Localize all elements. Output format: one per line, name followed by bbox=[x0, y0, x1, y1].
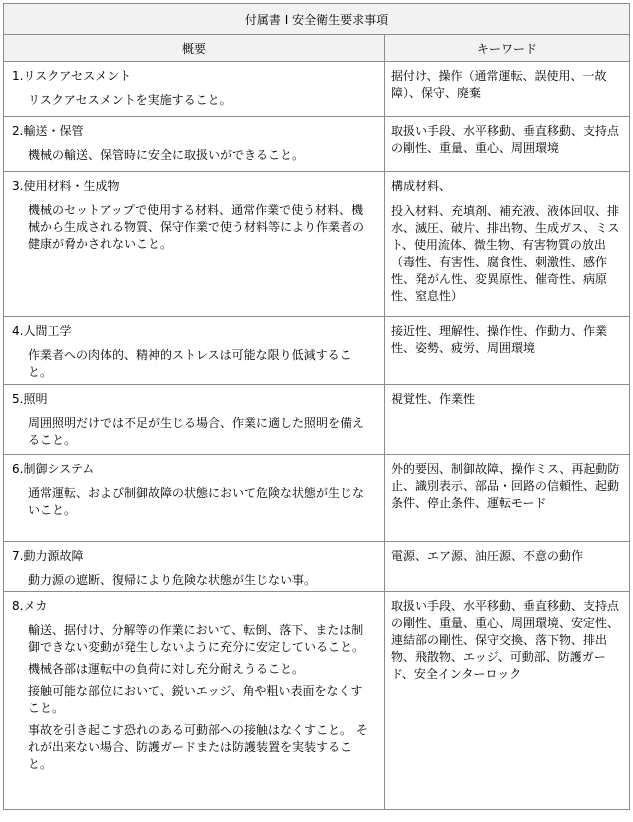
section-paragraph: 事故を引き起こす恐れのある可動部への接触はなくすこと。 それが出来ない場合、防護ガードまたは防護装置を実装すること。 bbox=[28, 723, 368, 771]
keywords-text: 外的要因、制御故障、操作ミス、再起動防止、識別表示、部品・回路の信頼性、起動条件、停止条件、運転モード bbox=[391, 462, 620, 510]
overview-cell bbox=[4, 172, 385, 317]
table-row bbox=[4, 455, 630, 542]
overview-cell bbox=[4, 542, 385, 592]
section-paragraph: 周囲照明だけでは不足が生じる場合、作業に適した照明を備えること。 bbox=[28, 416, 365, 447]
section-paragraph: リスクアセスメントを実施すること。 bbox=[28, 93, 232, 107]
section-paragraph: 動力源の遮断、復帰により危険な状態が生じない事。 bbox=[28, 573, 317, 587]
table-row bbox=[4, 117, 630, 172]
overview-cell bbox=[4, 385, 385, 455]
section-paragraph: 接触可能な部位において、鋭いエッジ、角や粗い表面をなくすこと。 bbox=[28, 684, 363, 715]
keywords-text: 投入材料、充填剤、補充液、液体回収、排水、滅圧、破片、排出物、生成ガス、ミスト、使用流体、微生物、有害物質の放出（毒性、有害性、腐食性、刺激性、感作性、発がん性、変異原性、催奇性、病原性、窒息性） bbox=[391, 204, 620, 303]
table-row bbox=[4, 592, 630, 810]
table-row bbox=[4, 542, 630, 592]
section-title: 1.リスクアセスメント bbox=[12, 69, 132, 83]
keywords-cell bbox=[385, 542, 630, 592]
keywords-cell bbox=[385, 62, 630, 117]
section-paragraph: 輸送、据付け、分解等の作業において、転倒、落下、または制御できない変動が発生しないように充分に安定していること。 bbox=[28, 623, 365, 654]
section-paragraph: 機械各部は運転中の負荷に対し充分耐えうること。 bbox=[28, 662, 305, 676]
table-row bbox=[4, 385, 630, 455]
keywords-text: 据付け、操作（通常運転、誤使用、一故障）、保守、廃棄 bbox=[391, 69, 607, 100]
table-row bbox=[4, 172, 630, 317]
overview-cell bbox=[4, 592, 385, 810]
section-paragraph: 機械の輸送、保管時に安全に取扱いができること。 bbox=[28, 148, 305, 162]
column-header-row bbox=[4, 35, 630, 62]
table-row bbox=[4, 62, 630, 117]
table-row bbox=[4, 317, 630, 385]
keywords-cell bbox=[385, 117, 630, 172]
section-title: 7.動力源故障 bbox=[12, 549, 84, 563]
section-title: 3.使用材料・生成物 bbox=[12, 179, 120, 193]
keywords-text: 取扱い手段、水平移動、垂直移動、支持点の剛性、重量、重心、周囲環境 bbox=[391, 124, 620, 155]
keywords-text: 構成材料、 bbox=[391, 179, 452, 193]
keywords-cell bbox=[385, 385, 630, 455]
table-title-row bbox=[4, 4, 630, 35]
section-title: 4.人間工学 bbox=[12, 324, 72, 338]
section-paragraph: 通常運転、および制御故障の状態において危険な状態が生じないこと。 bbox=[28, 486, 365, 517]
overview-cell bbox=[4, 455, 385, 542]
section-title: 5.照明 bbox=[12, 392, 48, 406]
overview-cell bbox=[4, 117, 385, 172]
keywords-text: 電源、エア源、油圧源、不意の動作 bbox=[391, 549, 584, 563]
keywords-text: 接近性、理解性、操作性、作動力、作業性、姿勢、疲労、周囲環境 bbox=[391, 324, 608, 355]
section-title: 2.輸送・保管 bbox=[12, 124, 84, 138]
keywords-cell bbox=[385, 317, 630, 385]
section-paragraph: 作業者への肉体的、精神的ストレスは可能な限り低減すること。 bbox=[28, 348, 352, 379]
keywords-text: 視覚性、作業性 bbox=[391, 392, 476, 406]
keywords-text: 取扱い手段、水平移動、垂直移動、支持点の剛性、重量、重心、周囲環境、安定性、連結部の剛性、保守交換、落下物、排出物、飛散物、エッジ、可動部、防護ガード、安全インターロック bbox=[391, 599, 620, 681]
column-header-keywords: キーワード bbox=[385, 35, 630, 62]
overview-cell bbox=[4, 317, 385, 385]
keywords-cell bbox=[385, 172, 630, 317]
safety-requirements-table bbox=[3, 3, 630, 810]
section-title: 8.メカ bbox=[12, 599, 48, 613]
section-paragraph: 機械のセットアップで使用する材料、通常作業で使う材料、機械から生成される物質、保守作業で使う材料等により作業者の健康が脅かされないこと。 bbox=[28, 203, 365, 251]
section-title: 6.制御システム bbox=[12, 462, 95, 476]
keywords-cell bbox=[385, 455, 630, 542]
overview-cell bbox=[4, 62, 385, 117]
keywords-cell bbox=[385, 592, 630, 810]
column-header-overview: 概要 bbox=[4, 35, 385, 62]
table-title: 付属書 I 安全衛生要求事項 bbox=[4, 4, 630, 35]
